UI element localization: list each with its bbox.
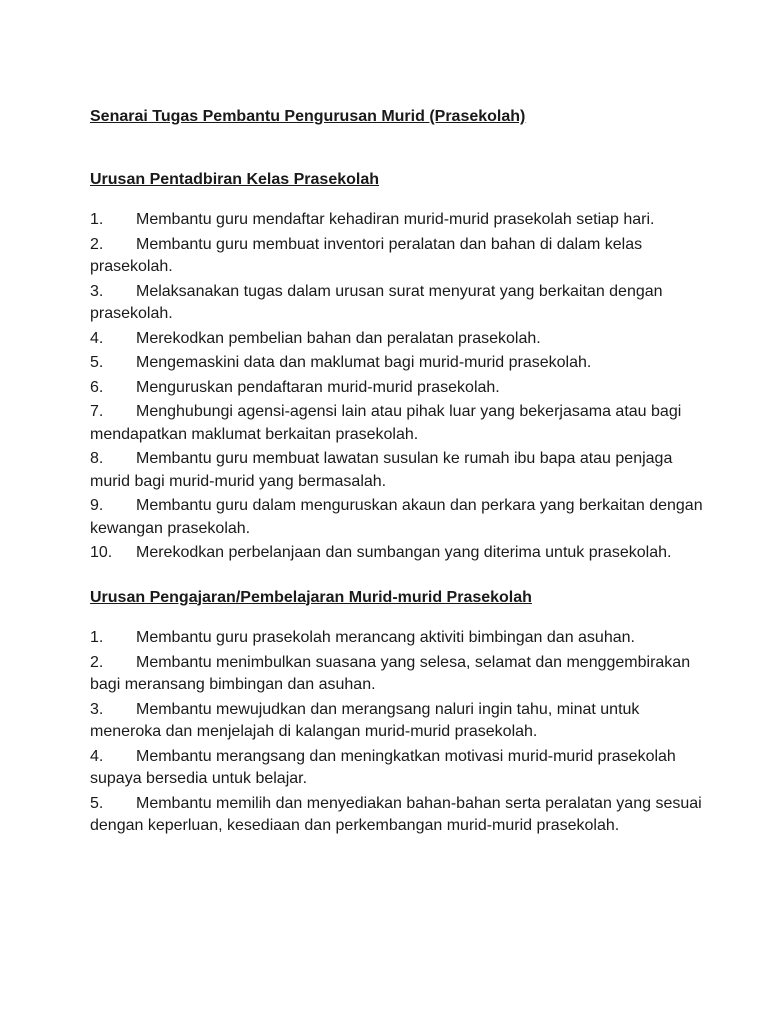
list-item xyxy=(90,627,708,650)
list-item xyxy=(90,699,708,744)
item-number: 1. xyxy=(90,629,104,646)
list-item xyxy=(90,234,708,279)
list-item xyxy=(90,448,708,493)
item-number: 8. xyxy=(90,450,104,467)
list-item xyxy=(90,352,708,375)
item-text: Melaksanakan tugas dalam urusan surat menyurat yang berkaitan dengan prasekolah. xyxy=(90,282,663,322)
list-item xyxy=(90,746,708,791)
item-text: Membantu guru membuat lawatan susulan ke rumah ibu bapa atau penjaga murid bagi murid-murid yang bermasalah. xyxy=(90,450,673,490)
item-number: 3. xyxy=(90,282,104,300)
item-text: Membantu guru membuat inventori peralatan dan bahan di dalam kelas prasekolah. xyxy=(90,235,643,275)
list-item xyxy=(90,542,708,565)
list-item xyxy=(90,209,708,232)
item-text: Menguruskan pendaftaran murid-murid prasekolah. xyxy=(136,378,500,396)
item-number: 7. xyxy=(90,403,104,420)
item-text: Membantu merangsang dan meningkatkan motivasi murid-murid prasekolah supaya bersedia untuk belajar. xyxy=(90,747,676,787)
item-text: Membantu guru dalam menguruskan akaun dan perkara yang berkaitan dengan kewangan prasekolah. xyxy=(90,497,703,537)
item-number: 5. xyxy=(90,794,104,812)
item-text: Merekodkan pembelian bahan dan peralatan prasekolah. xyxy=(136,329,541,347)
item-number: 4. xyxy=(90,747,104,765)
item-number: 4. xyxy=(90,329,104,347)
item-number: 2. xyxy=(90,235,104,253)
item-text: Merekodkan perbelanjaan dan sumbangan yang diterima untuk prasekolah. xyxy=(136,544,672,561)
item-number: 1. xyxy=(90,211,104,228)
item-text: Membantu menimbulkan suasana yang selesa, selamat dan menggembirakan bagi meransang bimbingan dan asuhan. xyxy=(90,653,691,693)
item-text: Menghubungi agensi-agensi lain atau pihak luar yang bekerjasama atau bagi mendapatkan maklumat berkaitan prasekolah. xyxy=(90,403,682,443)
list-item xyxy=(90,652,708,697)
list-item xyxy=(90,401,708,446)
item-text: Mengemaskini data dan maklumat bagi murid-murid prasekolah. xyxy=(136,354,592,371)
item-number: 10. xyxy=(90,544,113,561)
section-heading-pengajaran: Urusan Pengajaran/Pembelajaran Murid-murid Prasekolah xyxy=(90,588,532,606)
document-title: Senarai Tugas Pembantu Pengurusan Murid (Prasekolah) xyxy=(90,108,526,125)
list-item xyxy=(90,495,708,540)
item-number: 3. xyxy=(90,700,104,718)
list-item xyxy=(90,328,708,351)
list-item xyxy=(90,377,708,400)
item-number: 5. xyxy=(90,354,104,371)
section-spacer xyxy=(90,567,708,587)
section-heading-pentadbiran: Urusan Pentadbiran Kelas Prasekolah xyxy=(90,170,379,188)
item-text: Membantu guru prasekolah merancang aktiviti bimbingan dan asuhan. xyxy=(136,629,635,646)
item-number: 6. xyxy=(90,378,104,396)
item-number: 9. xyxy=(90,497,104,514)
item-text: Membantu guru mendaftar kehadiran murid-murid prasekolah setiap hari. xyxy=(136,211,655,228)
item-number: 2. xyxy=(90,653,104,671)
list-item xyxy=(90,793,708,838)
item-text: Membantu mewujudkan dan merangsang naluri ingin tahu, minat untuk meneroka dan menjelajah di kalangan murid-murid prasekolah. xyxy=(90,700,640,740)
list-pengajaran xyxy=(90,627,708,838)
list-pentadbiran xyxy=(90,209,708,565)
item-text: Membantu memilih dan menyediakan bahan-bahan serta peralatan yang sesuai dengan keperluan, kesediaan dan perkembangan murid-murid prasekolah. xyxy=(90,794,702,834)
list-item xyxy=(90,281,708,326)
